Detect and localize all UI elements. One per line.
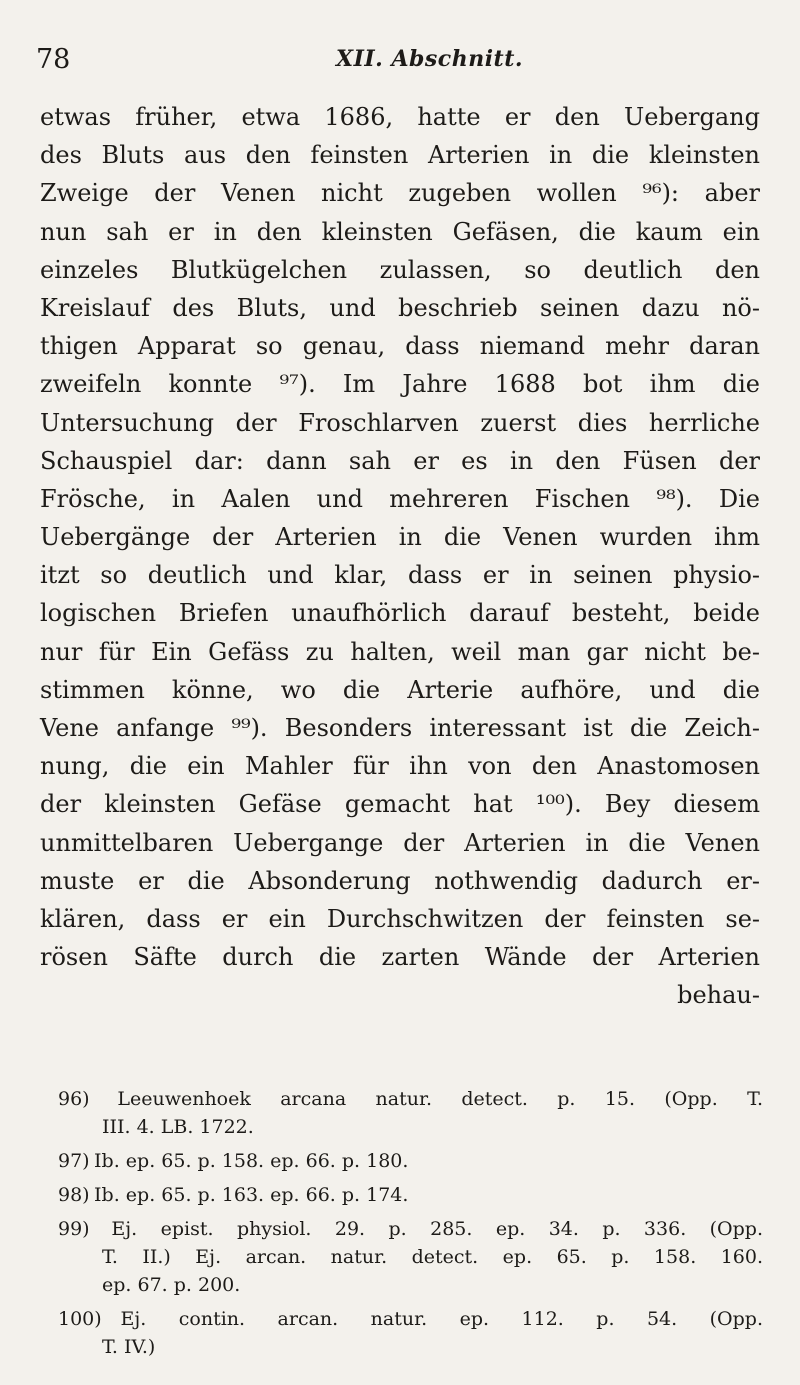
body-line: einzeles Blutkügelchen zulassen, so deutlich den — [40, 255, 760, 284]
body-line: nur für Ein Gefäss zu halten, weil man gar nicht be- — [40, 637, 760, 666]
body-line: logischen Briefen unaufhörlich darauf besteht, beide — [40, 599, 760, 628]
body-line: unmittelbaren Uebergange der Arterien in die Venen — [40, 828, 760, 857]
body-line: klären, dass er ein Durchschwitzen der feinsten se- — [40, 904, 760, 933]
body-text — [40, 98, 760, 1015]
body-line: des Bluts aus den feinsten Arterien in die kleinsten — [40, 141, 760, 170]
footnote-99 — [58, 1215, 763, 1299]
body-line: Frösche, in Aalen und mehreren Fischen ⁹⁸). Die — [40, 484, 760, 513]
footnote-text: Ib. ep. 65. p. 163. ep. 66. p. 174. — [94, 1184, 409, 1206]
footnote-number: 99) — [58, 1218, 90, 1240]
footnote-text: Ej. contin. arcan. natur. ep. 112. p. 54. (Opp. — [120, 1308, 764, 1330]
body-line: etwas früher, etwa 1686, hatte er den Uebergang — [40, 103, 760, 131]
page-number: 78 — [36, 44, 71, 75]
body-line: Kreislauf des Bluts, und beschrieb seinen dazu nö- — [40, 293, 760, 322]
body-line: stimmen könne, wo die Arterie aufhöre, und die — [40, 675, 760, 704]
footnote-text: Ib. ep. 65. p. 158. ep. 66. p. 180. — [94, 1150, 409, 1172]
body-line: nung, die ein Mahler für ihn von den Anastomosen — [40, 752, 760, 781]
footnote-number: 96) — [58, 1088, 90, 1110]
body-line: muste er die Absonderung nothwendig dadurch er- — [40, 866, 760, 895]
body-line: nun sah er in den kleinsten Gefäsen, die kaum ein — [40, 217, 760, 246]
footnote-number: 98) — [58, 1184, 90, 1206]
page-header — [36, 44, 760, 80]
footnote-text: T. II.) Ej. arcan. natur. detect. ep. 65. p. 158. 160. — [102, 1246, 763, 1268]
footnote-number: 97) — [58, 1150, 90, 1172]
footnote-100 — [58, 1305, 763, 1361]
body-line: zweifeln konnte ⁹⁷). Im Jahre 1688 bot ihm die — [40, 370, 760, 399]
running-head: XII. Abschnitt. — [336, 46, 524, 72]
footnote-text: III. 4. LB. 1722. — [102, 1116, 254, 1138]
body-line: Untersuchung der Froschlarven zuerst dies herrliche — [40, 408, 760, 437]
footnote-text: T. IV.) — [102, 1336, 156, 1358]
body-line: thigen Apparat so genau, dass niemand mehr daran — [40, 332, 760, 361]
footnote-number: 100) — [58, 1308, 102, 1330]
footnote-text: ep. 67. p. 200. — [102, 1274, 241, 1296]
footnote-98 — [58, 1181, 763, 1209]
body-line: Vene anfange ⁹⁹). Besonders interessant ist die Zeich- — [40, 714, 760, 742]
body-line: Uebergänge der Arterien in die Venen wurden ihm — [40, 523, 760, 552]
catchword: behau- — [677, 981, 760, 1010]
body-line: der kleinsten Gefäse gemacht hat ¹⁰⁰). Bey diesem — [40, 790, 760, 819]
body-line: Zweige der Venen nicht zugeben wollen ⁹⁶): aber — [40, 179, 760, 208]
footnote-text: Ej. epist. physiol. 29. p. 285. ep. 34. p. 336. (Opp. — [111, 1218, 763, 1240]
footnote-97 — [58, 1147, 763, 1175]
footnotes — [58, 1085, 763, 1367]
body-line: itzt so deutlich und klar, dass er in seinen physio- — [40, 561, 760, 590]
body-line: rösen Säfte durch die zarten Wände der Arterien — [40, 943, 760, 972]
footnote-text: Leeuwenhoek arcana natur. detect. p. 15. (Opp. T. — [117, 1088, 763, 1110]
body-line: Schauspiel dar: dann sah er es in den Füsen der — [40, 446, 760, 475]
footnote-96 — [58, 1085, 763, 1141]
